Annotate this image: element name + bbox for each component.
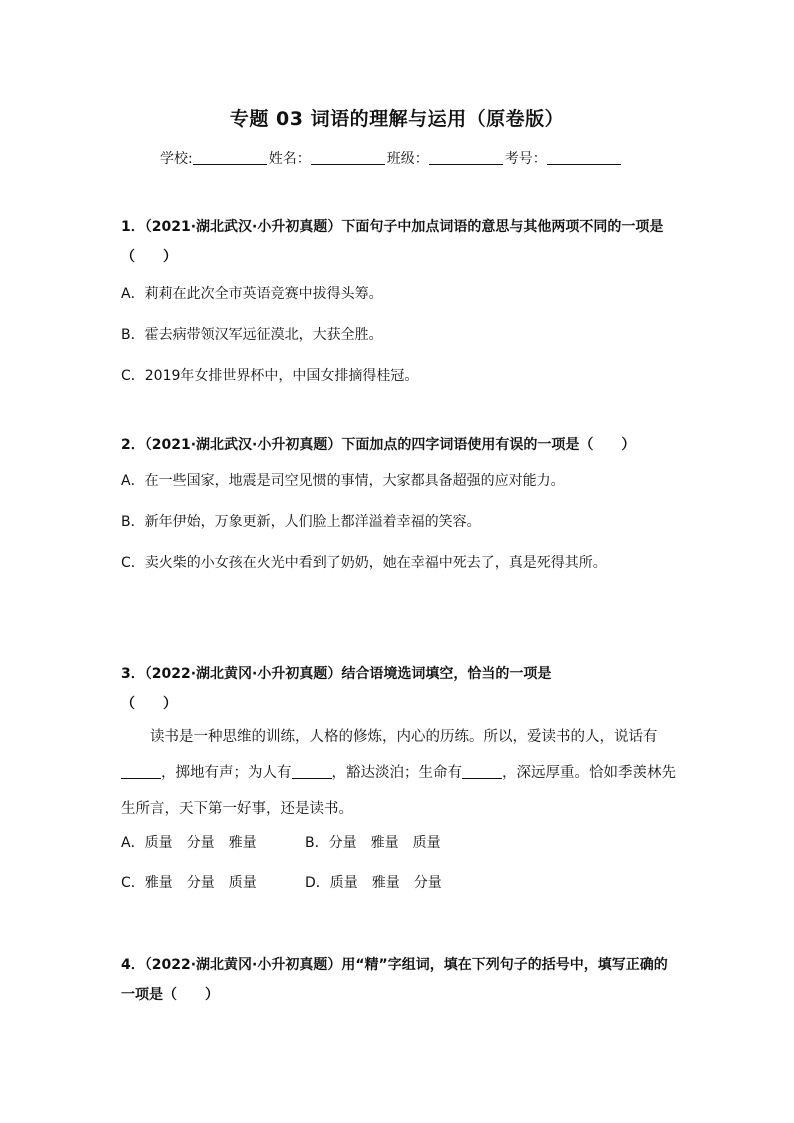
options-row-2 bbox=[121, 873, 681, 893]
question-3 bbox=[121, 659, 681, 893]
passage-text: ，掷地有声；为人有 bbox=[161, 765, 292, 781]
passage-text: 读书是一种思维的训练，人格的修炼，内心的历练。所以，爱读书的人，说话有 bbox=[150, 729, 658, 745]
question-stem: 1．（2021·湖北武汉·小升初真题）下面句子中加点词语的意思与其他两项不同的一项是（ ） bbox=[121, 219, 664, 265]
question-stem-line-2: （ ） bbox=[121, 696, 177, 712]
option-a: A．在一些国家，地震是司空见惯的事情，大家都具备超强的应对能力。 bbox=[121, 473, 565, 489]
option-c: C．2019年女排世界杯中，中国女排摘得桂冠。 bbox=[121, 368, 419, 384]
school-blank[interactable] bbox=[193, 150, 267, 165]
question-stem-line-1: 3．（2022·湖北黄冈·小升初真题）结合语境选词填空，恰当的一项是 bbox=[121, 666, 552, 682]
number-blank[interactable] bbox=[547, 150, 621, 165]
fill-blank-2[interactable] bbox=[292, 764, 332, 779]
fill-blank-1[interactable] bbox=[121, 764, 161, 779]
option-b: B．新年伊始，万象更新，人们脸上都洋溢着幸福的笑容。 bbox=[121, 514, 481, 530]
reading-passage bbox=[121, 719, 681, 827]
options-row-1 bbox=[121, 833, 681, 853]
fill-blank-3[interactable] bbox=[462, 764, 502, 779]
question-1 bbox=[121, 212, 681, 386]
option-c: C．雅量 分量 质量 bbox=[121, 875, 257, 891]
page-title: 专题 03 词语的理解与运用（原卷版） bbox=[229, 108, 565, 130]
question-stem: 4．（2022·湖北黄冈·小升初真题）用“精”字组词，填在下列句子的括号中，填写正确的一项是（ ） bbox=[121, 957, 668, 1003]
option-a: A．质量 分量 雅量 bbox=[121, 835, 257, 851]
question-2 bbox=[121, 430, 681, 573]
option-c: C．卖火柴的小女孩在火光中看到了奶奶，她在幸福中死去了，真是死得其所。 bbox=[121, 555, 607, 571]
question-stem: 2．（2021·湖北武汉·小升初真题）下面加点的四字词语使用有误的一项是（ ） bbox=[121, 437, 636, 453]
option-d: D．质量 雅量 分量 bbox=[305, 875, 442, 891]
option-b: B．分量 雅量 质量 bbox=[305, 835, 441, 851]
option-b: B．霍去病带领汉军远征漠北，大获全胜。 bbox=[121, 327, 383, 343]
passage-text: ，深远厚重。恰如季羡林先生所言，天下第一好事，还是读书。 bbox=[121, 765, 676, 817]
name-label: 姓名： bbox=[268, 151, 311, 167]
school-label: 学校: bbox=[160, 151, 193, 167]
class-blank[interactable] bbox=[429, 150, 503, 165]
option-a: A．莉莉在此次全市英语竞赛中拔得头筹。 bbox=[121, 286, 383, 302]
name-blank[interactable] bbox=[311, 150, 385, 165]
passage-text: ，豁达淡泊；生命有 bbox=[331, 765, 462, 781]
number-label: 考号： bbox=[504, 151, 547, 167]
question-4 bbox=[121, 950, 681, 1010]
student-info-line bbox=[160, 148, 623, 168]
class-label: 班级： bbox=[386, 151, 429, 167]
